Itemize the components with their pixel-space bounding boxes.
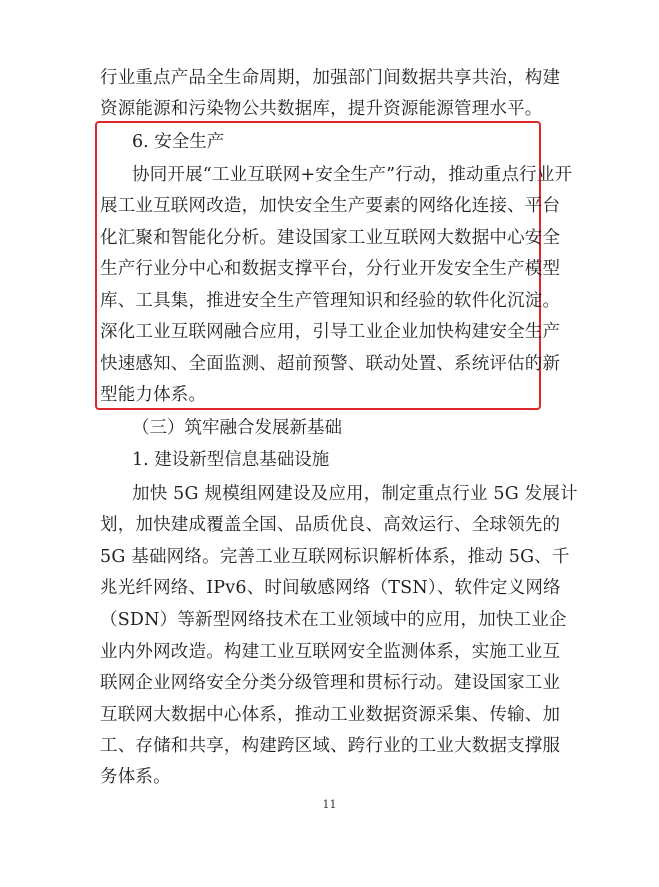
subsection-1-line: 工、存储和共享，构建跨区域、跨行业的工业大数据支撑服 [100, 736, 561, 756]
subsection-1-line: 划，加快建成覆盖全国、品质优良、高效运行、全球领先的 [100, 515, 561, 535]
subsection-1-line: 5G 基础网络。完善工业互联网标识解析体系，推动 5G、千 [100, 547, 570, 567]
subsection-1-line: 务体系。 [100, 767, 171, 787]
page-number: 11 [322, 798, 337, 811]
subsection-1-line: 兆光纤网络、IPv6、时间敏感网络（TSN）、软件定义网络 [100, 578, 561, 598]
section-6-line: 生产行业分中心和数据支撑平台，分行业开发安全生产模型 [100, 259, 561, 279]
section-6-heading: 6. 安全生产 [132, 132, 225, 152]
subsection-1-heading: 1. 建设新型信息基础设施 [132, 450, 330, 470]
intro-line: 资源能源和污染物公共数据库，提升资源能源管理水平。 [100, 99, 543, 119]
section-6-line: 库、工具集，推进安全生产管理知识和经验的软件化沉淀。 [100, 291, 561, 311]
section-6-line: 深化工业互联网融合应用，引导工业企业加快构建安全生产 [100, 322, 561, 342]
section-6-line: 协同开展“工业互联网+安全生产”行动，推动重点行业开 [132, 165, 573, 185]
section-3-heading: （三）筑牢融合发展新基础 [132, 418, 342, 438]
subsection-1-line: 联网企业网络安全分类分级管理和贯标行动。建设国家工业 [100, 673, 561, 693]
section-6-line: 型能力体系。 [100, 385, 207, 405]
subsection-1-line: （SDN）等新型网络技术在工业领域中的应用，加快工业企 [100, 610, 567, 630]
section-6-line: 展工业互联网改造，加快安全生产要素的网络化连接、平台 [100, 196, 561, 216]
section-6-line: 化汇聚和智能化分析。建设国家工业互联网大数据中心安全 [100, 228, 561, 248]
subsection-1-line: 加快 5G 规模组网建设及应用，制定重点行业 5G 发展计 [132, 484, 578, 504]
subsection-1-line: 互联网大数据中心体系，推动工业数据资源采集、传输、加 [100, 705, 561, 725]
subsection-1-line: 业内外网改造。构建工业互联网安全监测体系，实施工业互 [100, 642, 561, 662]
intro-line: 行业重点产品全生命周期，加强部门间数据共享共治，构建 [100, 68, 561, 88]
section-6-line: 快速感知、全面监测、超前预警、联动处置、系统评估的新 [100, 354, 561, 374]
